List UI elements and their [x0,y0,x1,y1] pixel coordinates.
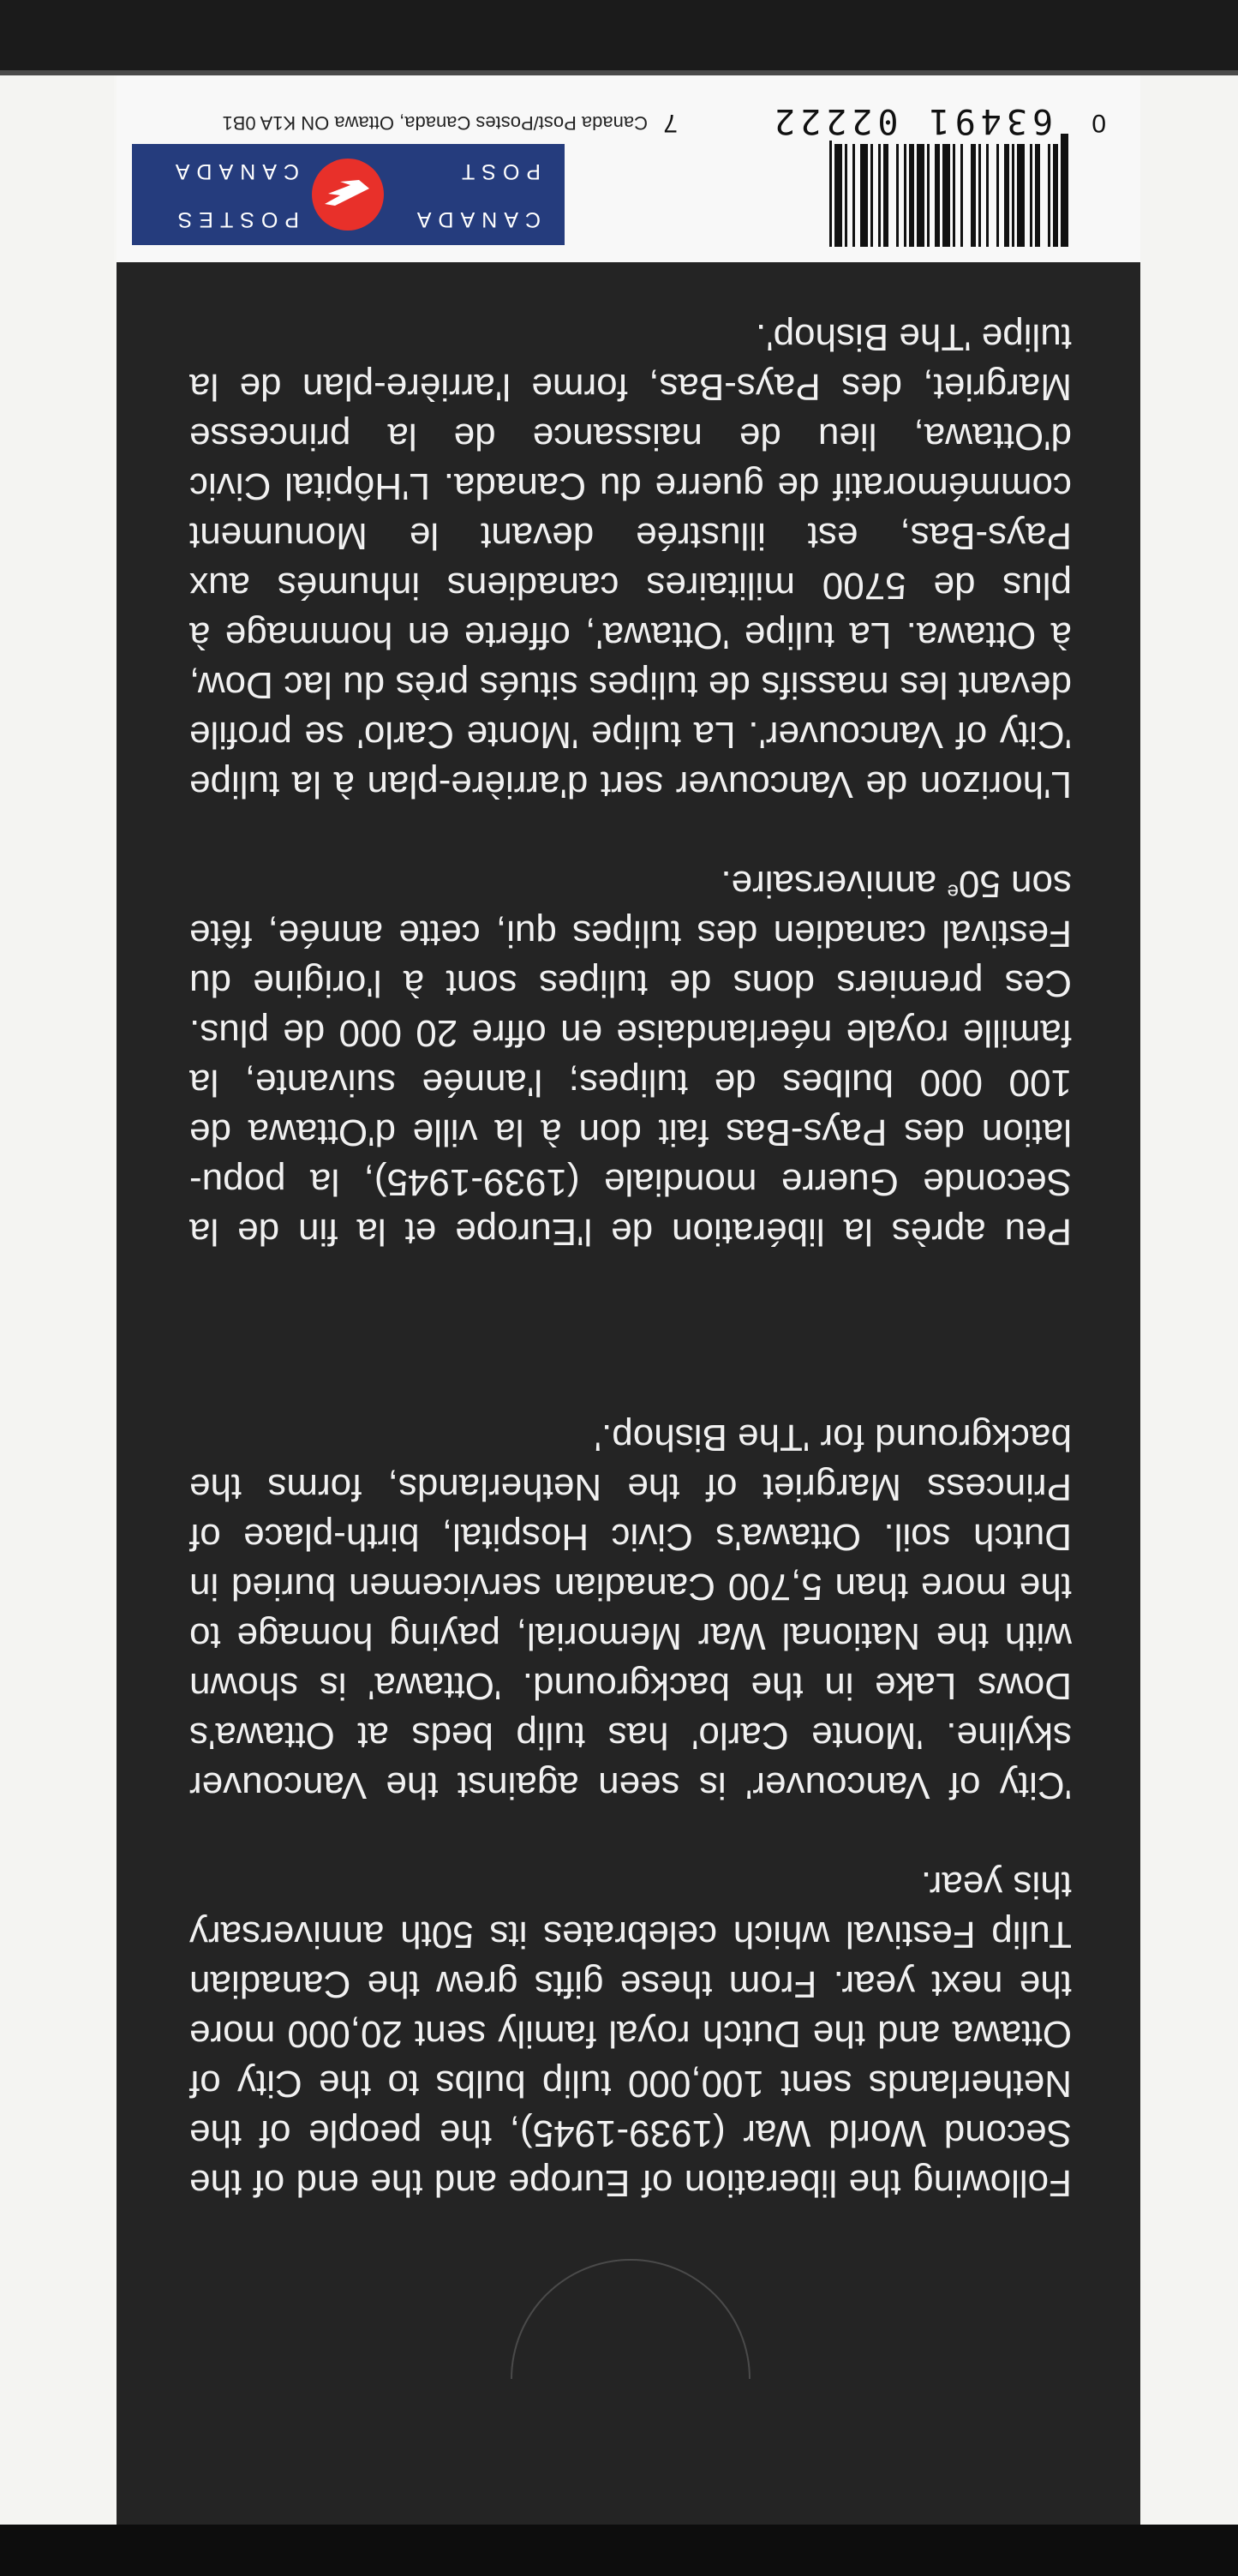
barcode-bar [1004,144,1009,247]
tab-cutout [511,2259,751,2379]
barcode-bar [883,144,888,247]
barcode-bar [935,144,940,247]
barcode-left-digit: 0 [1091,109,1106,137]
barcode-number: 63491 02222 [766,101,1056,141]
french-paragraph-1-text: Peu après la libération de l'Europe et la fin de la Seconde Guerre mondiale (1939-1945), la popu-lation des Pays-Bas fait don à la ville d'Ottawa de 100 000 bulbes de tulipes; l'année suivante, la famille royale néerlandaise en offre 20 000 de plus. Ces premiers dons de tulipes sont à l'origine du Festival canadien des tulipes qui, cette année, fête son 50 [189,863,1072,1253]
barcode-bar [904,144,906,247]
logo-word-post: POST [454,159,541,183]
english-text [189,1412,1072,2208]
barcode-bar [878,144,881,247]
logo-word-canada-bottom: CANADA [168,159,299,183]
barcode-bar [896,144,899,247]
french-paragraph-1-end: anniversaire. [721,863,948,905]
barcode-bar [852,144,855,247]
booklet-edge-strip [0,0,1238,75]
barcode-bar [1030,144,1032,247]
postal-label [117,75,1140,262]
barcode-bar [909,144,914,247]
barcode-bar [860,144,868,247]
logo-word-postes: POSTES [170,207,299,231]
cover-panel [117,262,1140,2525]
barcode-bar [1053,144,1058,247]
barcode-right-digit: 7 [663,109,678,137]
barcode-bar [1061,134,1068,247]
french-text [189,312,1072,1256]
barcode-bars [695,134,1072,247]
barcode-bar [927,144,930,247]
barcode-bar [971,144,976,247]
postal-address: Canada Post/Postes Canada, Ottawa ON K1A 0B1 [222,112,648,134]
barcode-bar [942,144,950,247]
barcode-bar [1048,144,1050,247]
english-paragraph-1: Following the liberation of Europe and the end of the Second World War (1939-1945), the people of the Netherlands sent 100,000 tulip bulbs to the City of Ottawa and the Dutch royal family sent 20,000 more the next year. From these gifts grew the Canadian Tulip Festival which celebrates its 50th anniversary this year. [189,1864,1072,2204]
ordinal-superscript: e [947,879,959,903]
booklet-edge-strip [0,2525,1238,2576]
canada-post-eagle-icon [311,158,385,231]
barcode-bar [986,144,989,247]
english-paragraph-2: 'City of Vancouver' is seen against the Vancouver skyline. 'Monte Carlo' has tulip beds at Ottawa's Dows Lake in the background. 'Ottawa' is shown with the National War Memorial, paying homage to the more than 5,700 Canadian servicemen buried in Dutch soil. Ottawa's Civic Hospital, birth-place of Princess Margriet of the Netherlands, forms the background for 'The Bishop.' [189,1417,1072,1806]
barcode-bar [960,144,963,247]
barcode-bar [845,144,847,247]
barcode-bar [953,144,955,247]
barcode-bar [917,144,924,247]
logo-word-canada: CANADA [410,207,541,231]
french-paragraph-2 [189,312,1072,809]
barcode-bar [996,144,999,247]
barcode-bar [1035,144,1040,247]
barcode-bar [1012,144,1014,247]
canada-post-logo [132,144,565,245]
barcode-bar [829,134,832,247]
barcode-bar [870,144,873,247]
barcode-bar [1017,144,1025,247]
barcode-bar [834,144,842,247]
paper-margin [0,75,114,2525]
french-paragraph-1 [189,859,1072,1256]
barcode-bar [978,144,981,247]
french-paragraph-2-text: L'horizon de Vancouver sert d'arrière-plan à la tulipe 'City of Vancouver'. La tulipe 'Monte Carlo' se profile devant les massifs de tulipes situés près du lac Dow, à Ottawa. La tulipe 'Ottawa', offerte en hommage à plus de 5700 militaires canadiens inhumés aux Pays-Bas, est illustrée devant le Monument commémoratif de guerre du Canada. L'Hôpital Civic d'Ottawa, lieu de naissance de la princesse Margriet, des Pays-Bas, forme l'arrière-plan de la tulipe 'The Bishop'. [189,316,1072,806]
barcode [592,93,1123,247]
